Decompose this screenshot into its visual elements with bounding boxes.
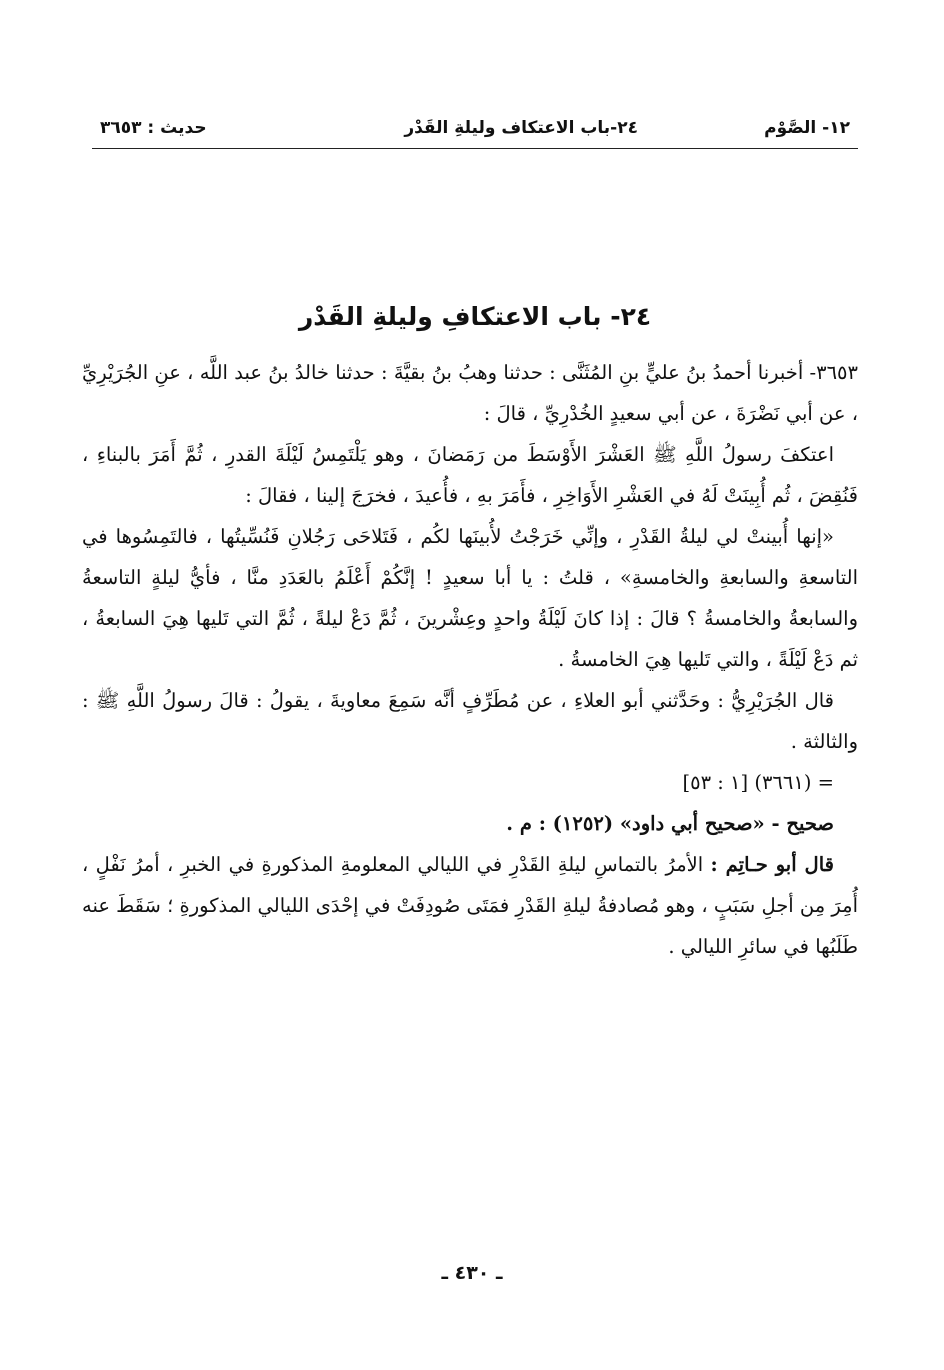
running-header bbox=[92, 112, 858, 149]
hadith-paragraph-2: «إنها أُبينتْ لي ليلةُ القَدْرِ ، وإنِّي خَرَجْتُ لأُبينَها لكُم ، فَتَلاحَى رَجُلانِ فَنُسِّيتُها ، فالتَمِسُوها في التاسعةِ والسابعةِ والخامسةِ» ، قلتُ : يا أبا سعيدٍ ! إنَّكُمْ أَعْلَمُ بالعَدَدِ منَّا ، فأيُّ ليلةٍ التاسعةُ والسابعةُ والخامسةُ ؟ قالَ : إذا كانَ لَيْلَةُ واحدٍ وعِشْرينَ ، ثُمَّ دَعْ ليلةً ، ثُمَّ التي تَليها هِيَ السابعةُ ، ثم دَعْ لَيْلَةً ، والتي تَليها هِيَ الخامسةُ . bbox=[82, 525, 858, 671]
commentary-label: قال أبو حـاتِم : bbox=[710, 853, 834, 876]
page-number: ـ ٤٣٠ ـ bbox=[441, 1262, 503, 1284]
commentary-paragraph bbox=[82, 844, 858, 967]
hadith-paragraph-3: قال الجُرَيْرِيُّ : وحَدَّثني أبو العلاءِ ، عن مُطَرِّفٍ أنَّه سَمِعَ معاويةَ ، يقولُ : قالَ رسولُ اللَّهِ ﷺ : والثالثة . bbox=[82, 689, 858, 753]
hadith-paragraph-1: اعتكفَ رسولُ اللَّهِ ﷺ العَشْرَ الأَوْسَطَ من رَمَضانَ ، وهو يَلْتَمِسُ لَيْلَةَ القدرِ ، ثُمَّ أَمَرَ بالبناءِ ، فَنُقِضَ ، ثُم أُبِينَتْ لَهُ في العَشْرِ الأَوَاخِرِ ، فأَمَرَ بهِ ، فأُعيدَ ، فخرَجَ إلينا ، فقالَ : bbox=[82, 443, 858, 507]
grading-line: صحيح - «صحيح أبي داود» (١٢٥٢) : م . bbox=[506, 812, 834, 835]
commentary-text: الأمرُ بالتماسِ ليلةِ القَدْرِ في الليالي المعلومةِ المذكورةِ في الخبرِ ، أمرُ نَفْلٍ ، أُمِرَ مِن أجلِ سَبَبٍ ، وهو مُصادفةُ ليلةِ القَدْرِ فمَتَى صُودِفَتْ في إحْدَى الليالي المذكورةِ ؛ سَقَطَ عنه طَلَبُها في سائرِ الليالي . bbox=[82, 853, 858, 958]
cross-reference: = (٣٦٦١) [١ : ٥٣] bbox=[682, 771, 834, 794]
isnad-paragraph: ٣٦٥٣- أخبرنا أحمدُ بنُ عليٍّ بنِ المُثَنَّى : حدثنا وهبُ بنُ بقيَّةَ : حدثنا خالدُ بنُ عبد اللَّه ، عنِ الجُرَيْرِيِّ ، عن أبي نَضْرَةَ ، عن أبي سعيدٍ الخُدْرِيِّ ، قالَ : bbox=[82, 361, 858, 425]
header-chapter: ١٢- الصَّوْم bbox=[764, 118, 850, 138]
header-hadith-ref: حديث : ٣٦٥٣ bbox=[100, 118, 207, 138]
page-body bbox=[82, 352, 858, 967]
chapter-title: ٢٤- باب الاعتكافِ وليلةِ القَدْر bbox=[298, 302, 652, 331]
header-bab: ٢٤-باب الاعتكاف وليلةِ القَدْر bbox=[404, 118, 638, 138]
